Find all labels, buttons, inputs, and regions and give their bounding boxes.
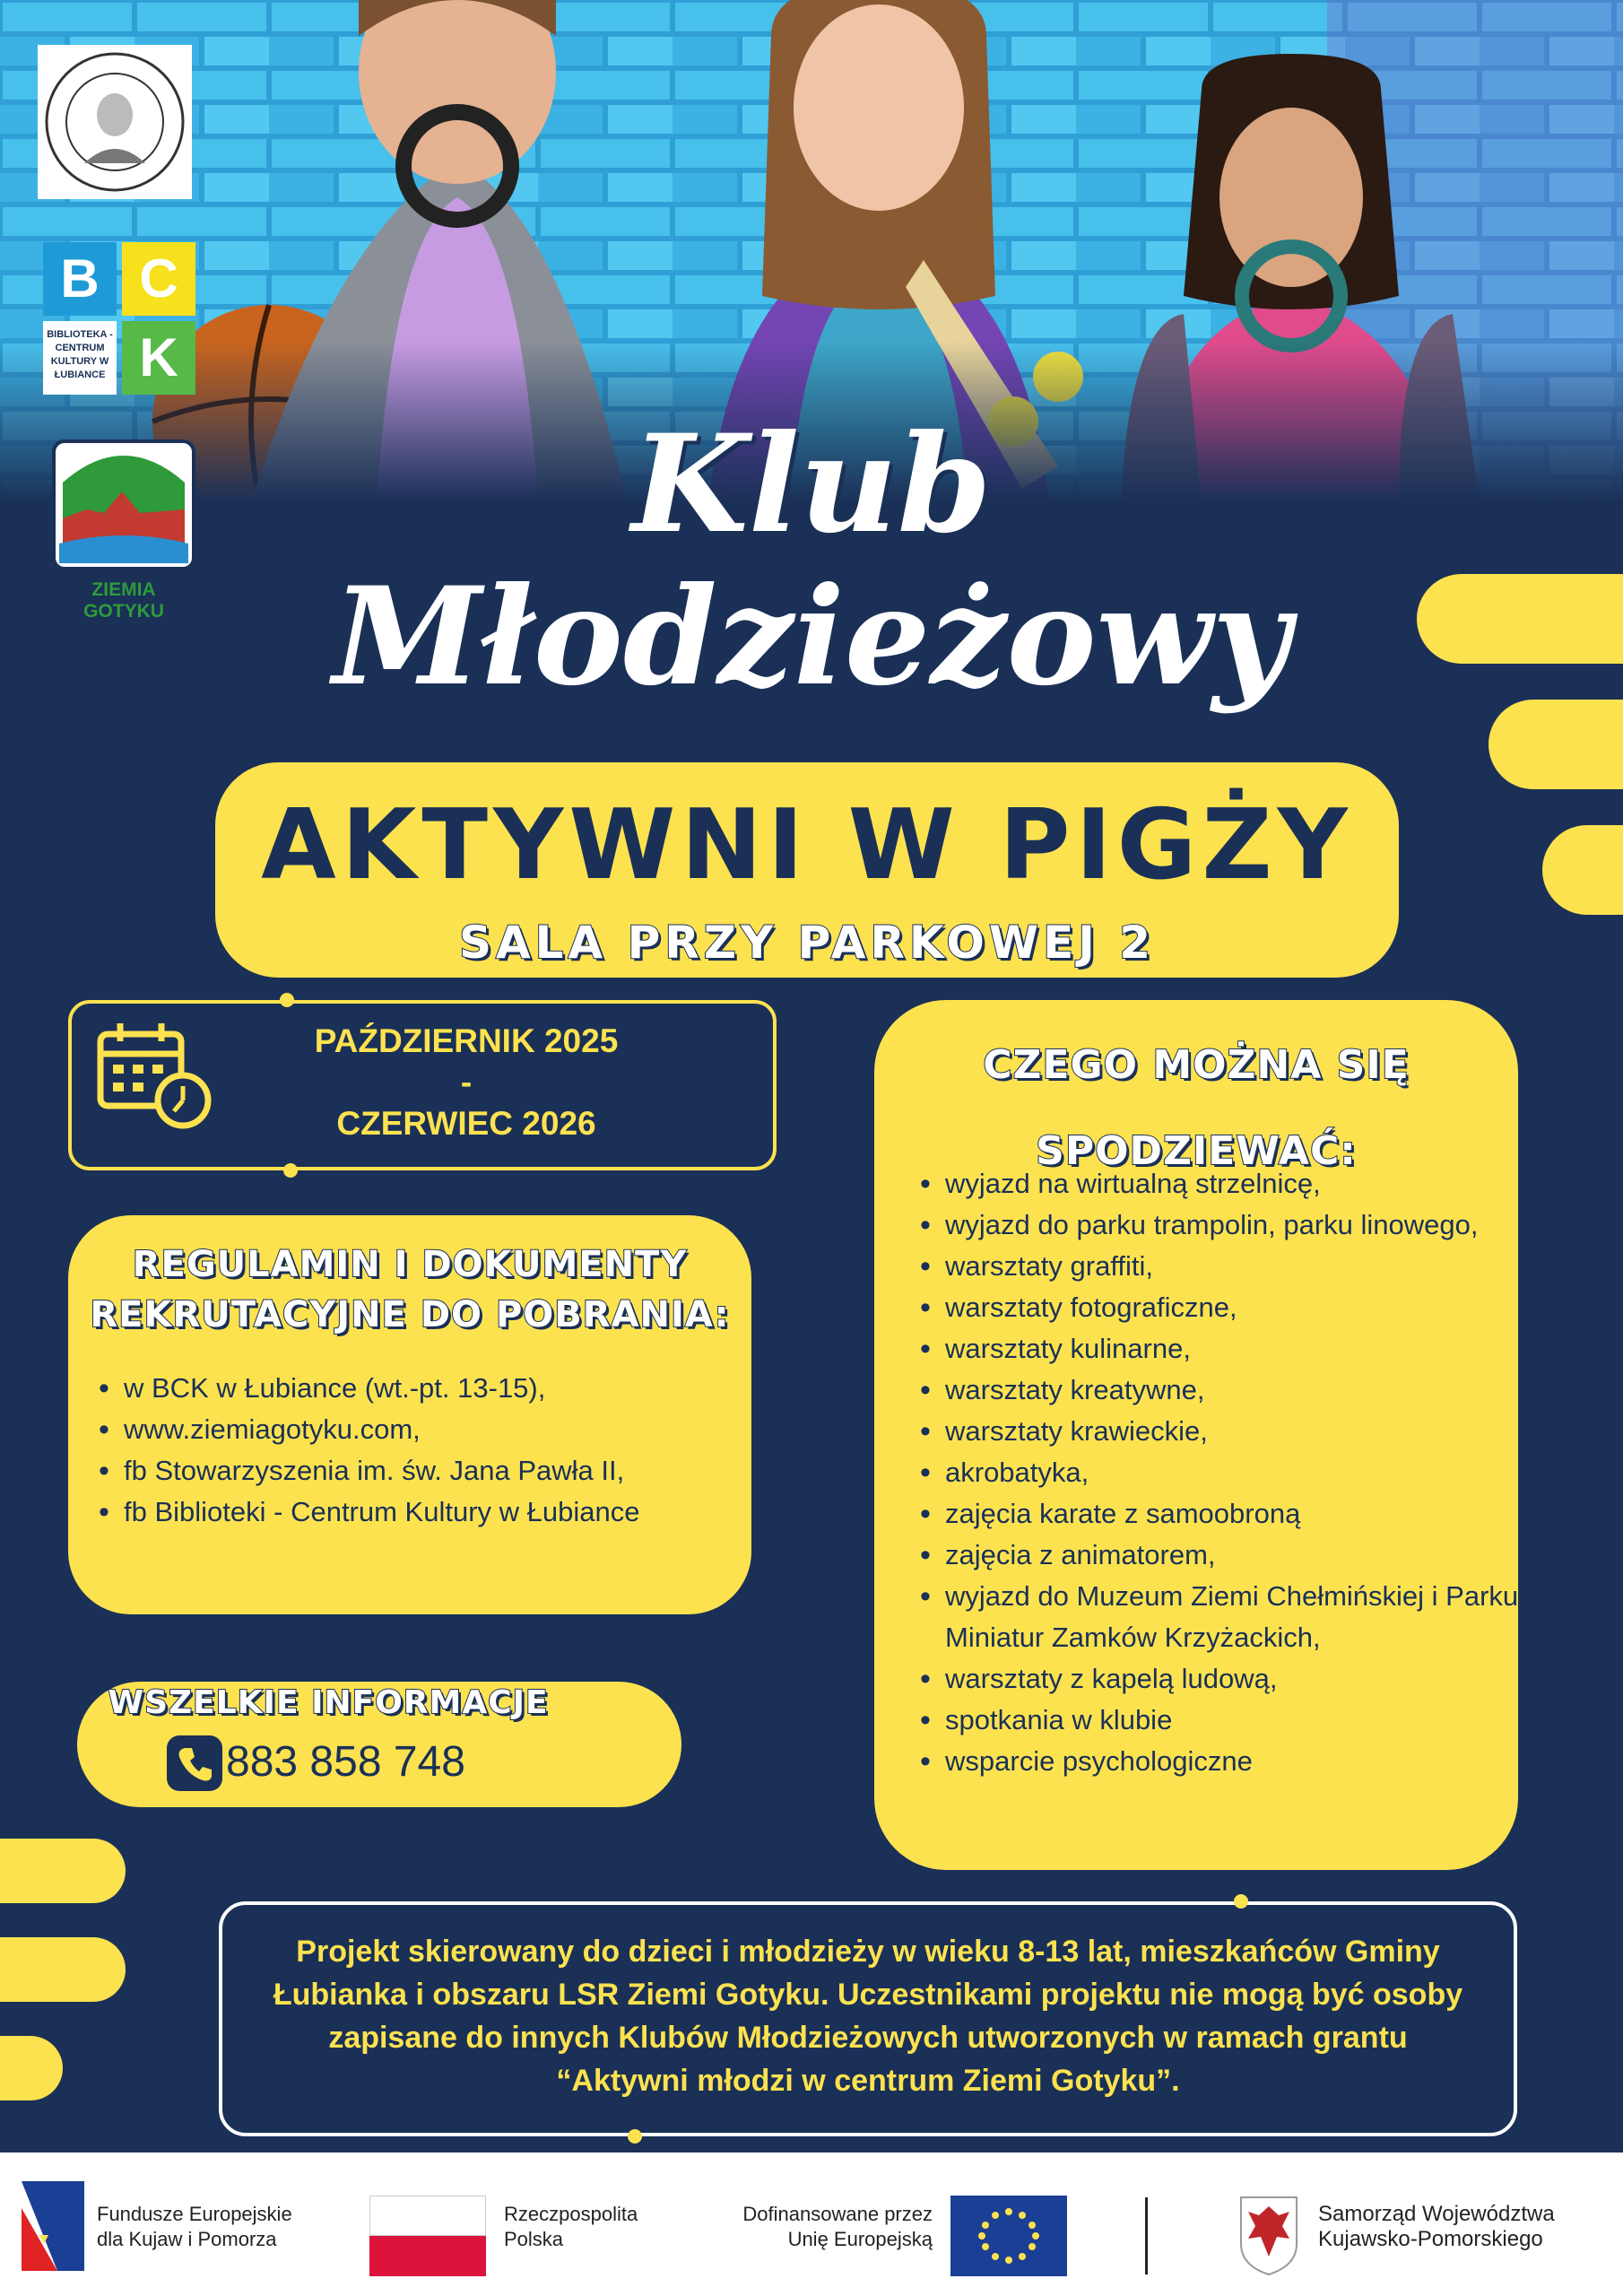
expect-item: • wsparcie psychologiczne bbox=[945, 1741, 1544, 1782]
expect-item: • wyjazd do Muzeum Ziemi Chełmińskiej i Parku Miniatur Zamków Krzyżackich, bbox=[945, 1576, 1544, 1658]
calendar-icon bbox=[93, 1018, 219, 1135]
expect-heading-line2: SPODZIEWAĆ: bbox=[1036, 1128, 1357, 1174]
documents-heading-line1: REGULAMIN I DOKUMENTY bbox=[132, 1244, 688, 1285]
eu-flag-icon bbox=[950, 2196, 1067, 2276]
footer-fe-line1: Fundusze Europejskie bbox=[97, 2203, 292, 2225]
bck-logo bbox=[43, 242, 197, 402]
expect-item: • wyjazd na wirtualną strzelnicę, bbox=[945, 1163, 1544, 1205]
footer-sw bbox=[1318, 2202, 1555, 2252]
kujawsko-pomorskie-crest-icon bbox=[1237, 2194, 1300, 2276]
expect-item: • warsztaty krawieckie, bbox=[945, 1411, 1544, 1452]
ziemia-gotyku-label: ZIEMIA GOTYKU bbox=[83, 579, 164, 622]
decor-pill-right-2 bbox=[1488, 700, 1623, 789]
footer-ue-line2: Unię Europejską bbox=[787, 2228, 933, 2250]
footer-divider bbox=[1145, 2197, 1148, 2274]
footer-rp-line2: Polska bbox=[504, 2228, 564, 2250]
expect-item: • zajęcia karate z samoobroną bbox=[945, 1493, 1544, 1535]
expect-item: • warsztaty kulinarne, bbox=[945, 1328, 1544, 1370]
footer-fe-line2: dla Kujaw i Pomorza bbox=[97, 2228, 277, 2250]
footer-rp bbox=[504, 2202, 638, 2252]
footer-ue-line1: Dofinansowane przez bbox=[742, 2203, 933, 2225]
banner-heading: AKTYWNI W PIGŻY bbox=[261, 789, 1353, 901]
info-heading: WSZELKIE INFORMACJE bbox=[108, 1684, 549, 1721]
footer-ue bbox=[708, 2202, 933, 2252]
documents-item: • fb Stowarzyszenia im. św. Jana Pawła II, bbox=[124, 1450, 787, 1492]
date-end: CZERWIEC 2026 bbox=[336, 1105, 596, 1142]
dates-dot-bottom bbox=[283, 1163, 298, 1178]
banner-subheading: SALA PRZY PARKOWEJ 2 bbox=[458, 917, 1156, 969]
expect-item: • wyjazd do parku trampolin, parku linowego, bbox=[945, 1205, 1544, 1246]
expect-item: • warsztaty z kapelą ludową, bbox=[945, 1658, 1544, 1700]
decor-pill-right-3 bbox=[1542, 825, 1623, 915]
eu-funds-icon bbox=[22, 2181, 84, 2271]
dates-text bbox=[242, 1021, 690, 1144]
phone-number[interactable]: 883 858 748 bbox=[226, 1738, 465, 1786]
decor-pill-left-3 bbox=[0, 2036, 63, 2100]
bck-letter-c: C bbox=[122, 242, 195, 316]
expect-item: • akrobatyka, bbox=[945, 1452, 1544, 1493]
polish-flag-icon bbox=[369, 2196, 486, 2276]
decor-pill-right-1 bbox=[1417, 574, 1623, 664]
bck-letter-b: B bbox=[43, 242, 117, 316]
decor-pill-left-2 bbox=[0, 1937, 126, 2002]
expect-heading-line1: CZEGO MOŻNA SIĘ bbox=[983, 1042, 1410, 1088]
documents-item: • fb Biblioteki - Centrum Kultury w Łubiance bbox=[124, 1492, 787, 1533]
footer-rp-line1: Rzeczpospolita bbox=[504, 2203, 638, 2225]
footer-sw-line2: Kujawsko-Pomorskiego bbox=[1318, 2227, 1543, 2251]
expect-list bbox=[911, 1163, 1544, 1782]
footer-sw-line1: Samorząd Województwa bbox=[1318, 2202, 1555, 2226]
documents-item: • www.ziemiagotyku.com, bbox=[124, 1409, 787, 1450]
expect-item: • warsztaty kreatywne, bbox=[945, 1370, 1544, 1411]
title-mlodziezowy: Młodzieżowy bbox=[333, 558, 1290, 716]
project-note: Projekt skierowany do dzieci i młodzieży w wieku 8-13 lat, mieszkańców Gminy Łubianka i obszaru LSR Ziemi Gotyku. Uczestnikami projektu nie mogą być osoby zapisane do innych Klubów Młodzieżowych utworzonych w ramach grantu “Aktywni młodzi w centrum Ziemi Gotyku”. bbox=[273, 1935, 1463, 2098]
title-klub: Klub bbox=[631, 405, 992, 563]
note-dot-top bbox=[1234, 1894, 1248, 1909]
date-separator: - bbox=[460, 1064, 473, 1100]
expect-item: • spotkania w klubie bbox=[945, 1700, 1544, 1741]
documents-heading bbox=[68, 1239, 751, 1340]
documents-heading-line2: REKRUTACYJNE DO POBRANIA: bbox=[90, 1294, 730, 1335]
association-logo bbox=[38, 45, 192, 199]
footer-fe bbox=[97, 2202, 292, 2252]
decor-pill-left-1 bbox=[0, 1839, 126, 1903]
phone-icon[interactable] bbox=[167, 1735, 222, 1791]
date-start: PAŹDZIERNIK 2025 bbox=[314, 1022, 619, 1059]
documents-list bbox=[90, 1368, 787, 1533]
expect-item: • warsztaty graffiti, bbox=[945, 1246, 1544, 1287]
expect-item: • warsztaty fotograficzne, bbox=[945, 1287, 1544, 1328]
note-dot-bottom bbox=[628, 2129, 642, 2144]
association-seal-icon bbox=[38, 45, 192, 199]
expect-item: • zajęcia z animatorem, bbox=[945, 1535, 1544, 1576]
documents-item: • w BCK w Łubiance (wt.-pt. 13-15), bbox=[124, 1368, 787, 1409]
bck-caption: BIBLIOTEKA - CENTRUM KULTURY W ŁUBIANCE bbox=[43, 321, 117, 395]
bck-letter-k: K bbox=[122, 321, 195, 395]
dates-dot-top bbox=[280, 993, 294, 1007]
